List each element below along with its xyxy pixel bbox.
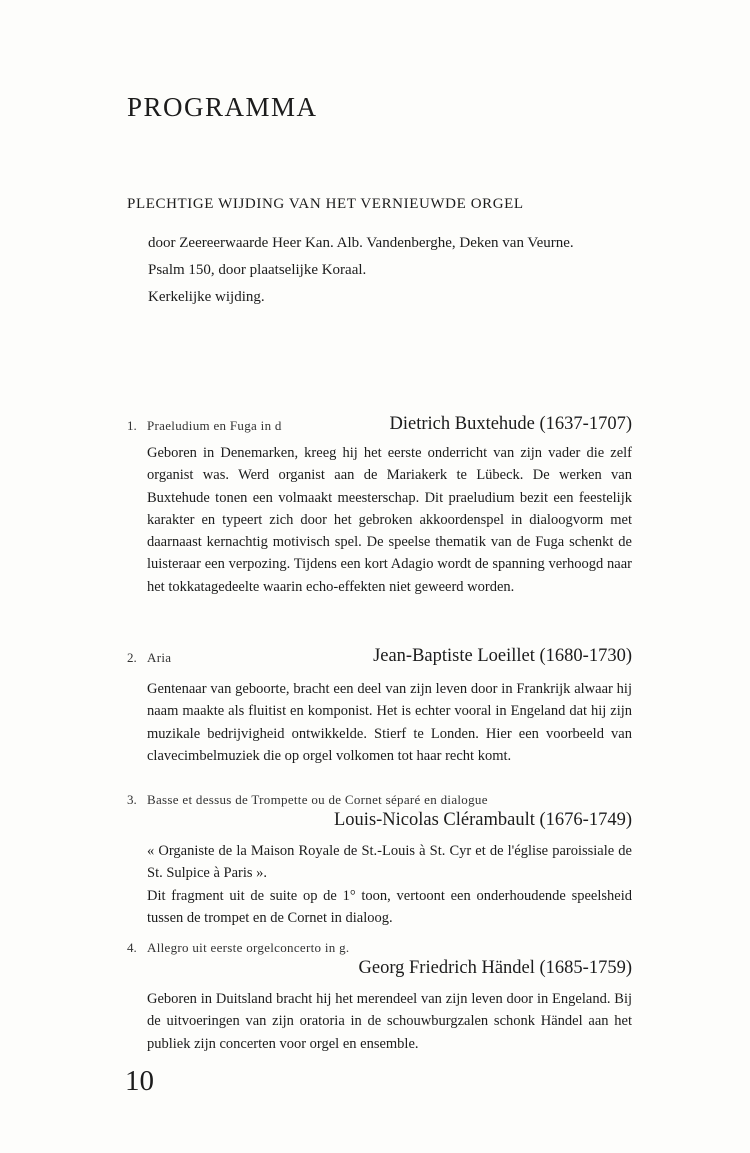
dedication-details bbox=[148, 230, 638, 311]
section-heading: PLECHTIGE WIJDING VAN HET VERNIEUWDE ORGEL bbox=[127, 196, 524, 212]
program-item-4 bbox=[127, 936, 632, 1055]
item-description bbox=[147, 678, 632, 767]
item-description bbox=[147, 840, 632, 929]
item-number: 3. bbox=[127, 792, 137, 807]
composer-name: Dietrich Buxtehude (1637-1707) bbox=[389, 414, 632, 434]
composer-name: Louis-Nicolas Clérambault (1676-1749) bbox=[334, 810, 632, 830]
page-title: PROGRAMMA bbox=[127, 92, 318, 122]
quote-text: « Organiste de la Maison Royale de St.-Louis à St. Cyr et de l'église paroissiale de St. Sulpice à Paris ». bbox=[147, 843, 632, 882]
item-number: 4. bbox=[127, 940, 137, 955]
item-description bbox=[147, 988, 632, 1055]
work-title: Basse et dessus de Trompette ou de Cornet séparé en dialogue bbox=[147, 792, 488, 807]
work-title: Aria bbox=[147, 650, 172, 665]
description-text: Geboren in Denemarken, kreeg hij het eerste onderricht van zijn vader die zelf organist was. Werd organist aan de Mariakerk te Lübeck. De werken van Buxtehude tonen een volmaakt meesterschap. Dit praeludium bezit een feestelijk karakter en typeert zich door het gebroken akkoordenspel in dialoogvorm met daarnaast kernachtig motivisch spel. De speelse thematik van de Fuga schenkt de luisteraar een verpozing. Tijdens een kort Adagio wordt de spanning verhoogd naar het tokkatagedeelte waarin echo-effekten niet geweerd worden. bbox=[147, 445, 632, 595]
description-text: Geboren in Duitsland bracht hij het merendeel van zijn leven door in Engeland. Bij de uitvoeringen van zijn oratoria in de schouwburgzalen schonk Händel aan het publiek zijn concerten voor orgel en ensemble. bbox=[147, 991, 632, 1052]
dedication-line: Psalm 150, door plaatselijke Koraal. bbox=[148, 262, 367, 278]
item-number: 2. bbox=[127, 650, 137, 665]
item-description bbox=[147, 442, 632, 598]
work-title: Praeludium en Fuga in d bbox=[147, 418, 282, 433]
dedication-line: door Zeereerwaarde Heer Kan. Alb. Vandenberghe, Deken van Veurne. bbox=[148, 235, 574, 251]
page-number: 10 bbox=[125, 1065, 154, 1097]
work-title: Allegro uit eerste orgelconcerto in g. bbox=[147, 940, 350, 955]
description-text: Gentenaar van geboorte, bracht een deel van zijn leven door in Frankrijk alwaar hij naam maakte als fluitist en komponist. Het is echter vooral in Engeland dat hij zijn muzikale bedrijvigheid ontwikkelde. Stierf te Londen. Hier een voorbeeld van clavecimbelmuziek die op orgel volkomen tot haar recht komt. bbox=[147, 681, 632, 764]
program-item-3 bbox=[127, 788, 632, 929]
composer-name: Jean-Baptiste Loeillet (1680-1730) bbox=[373, 646, 632, 666]
description-text: Dit fragment uit de suite op de 1° toon, vertoont een onderhoudende speelsheid tussen de trompet en de Cornet in dialoog. bbox=[147, 887, 632, 926]
program-item-2 bbox=[127, 646, 632, 767]
dedication-line: Kerkelijke wijding. bbox=[148, 289, 265, 305]
item-number: 1. bbox=[127, 418, 137, 433]
program-item-1 bbox=[127, 414, 632, 598]
composer-name: Georg Friedrich Händel (1685-1759) bbox=[358, 958, 632, 978]
